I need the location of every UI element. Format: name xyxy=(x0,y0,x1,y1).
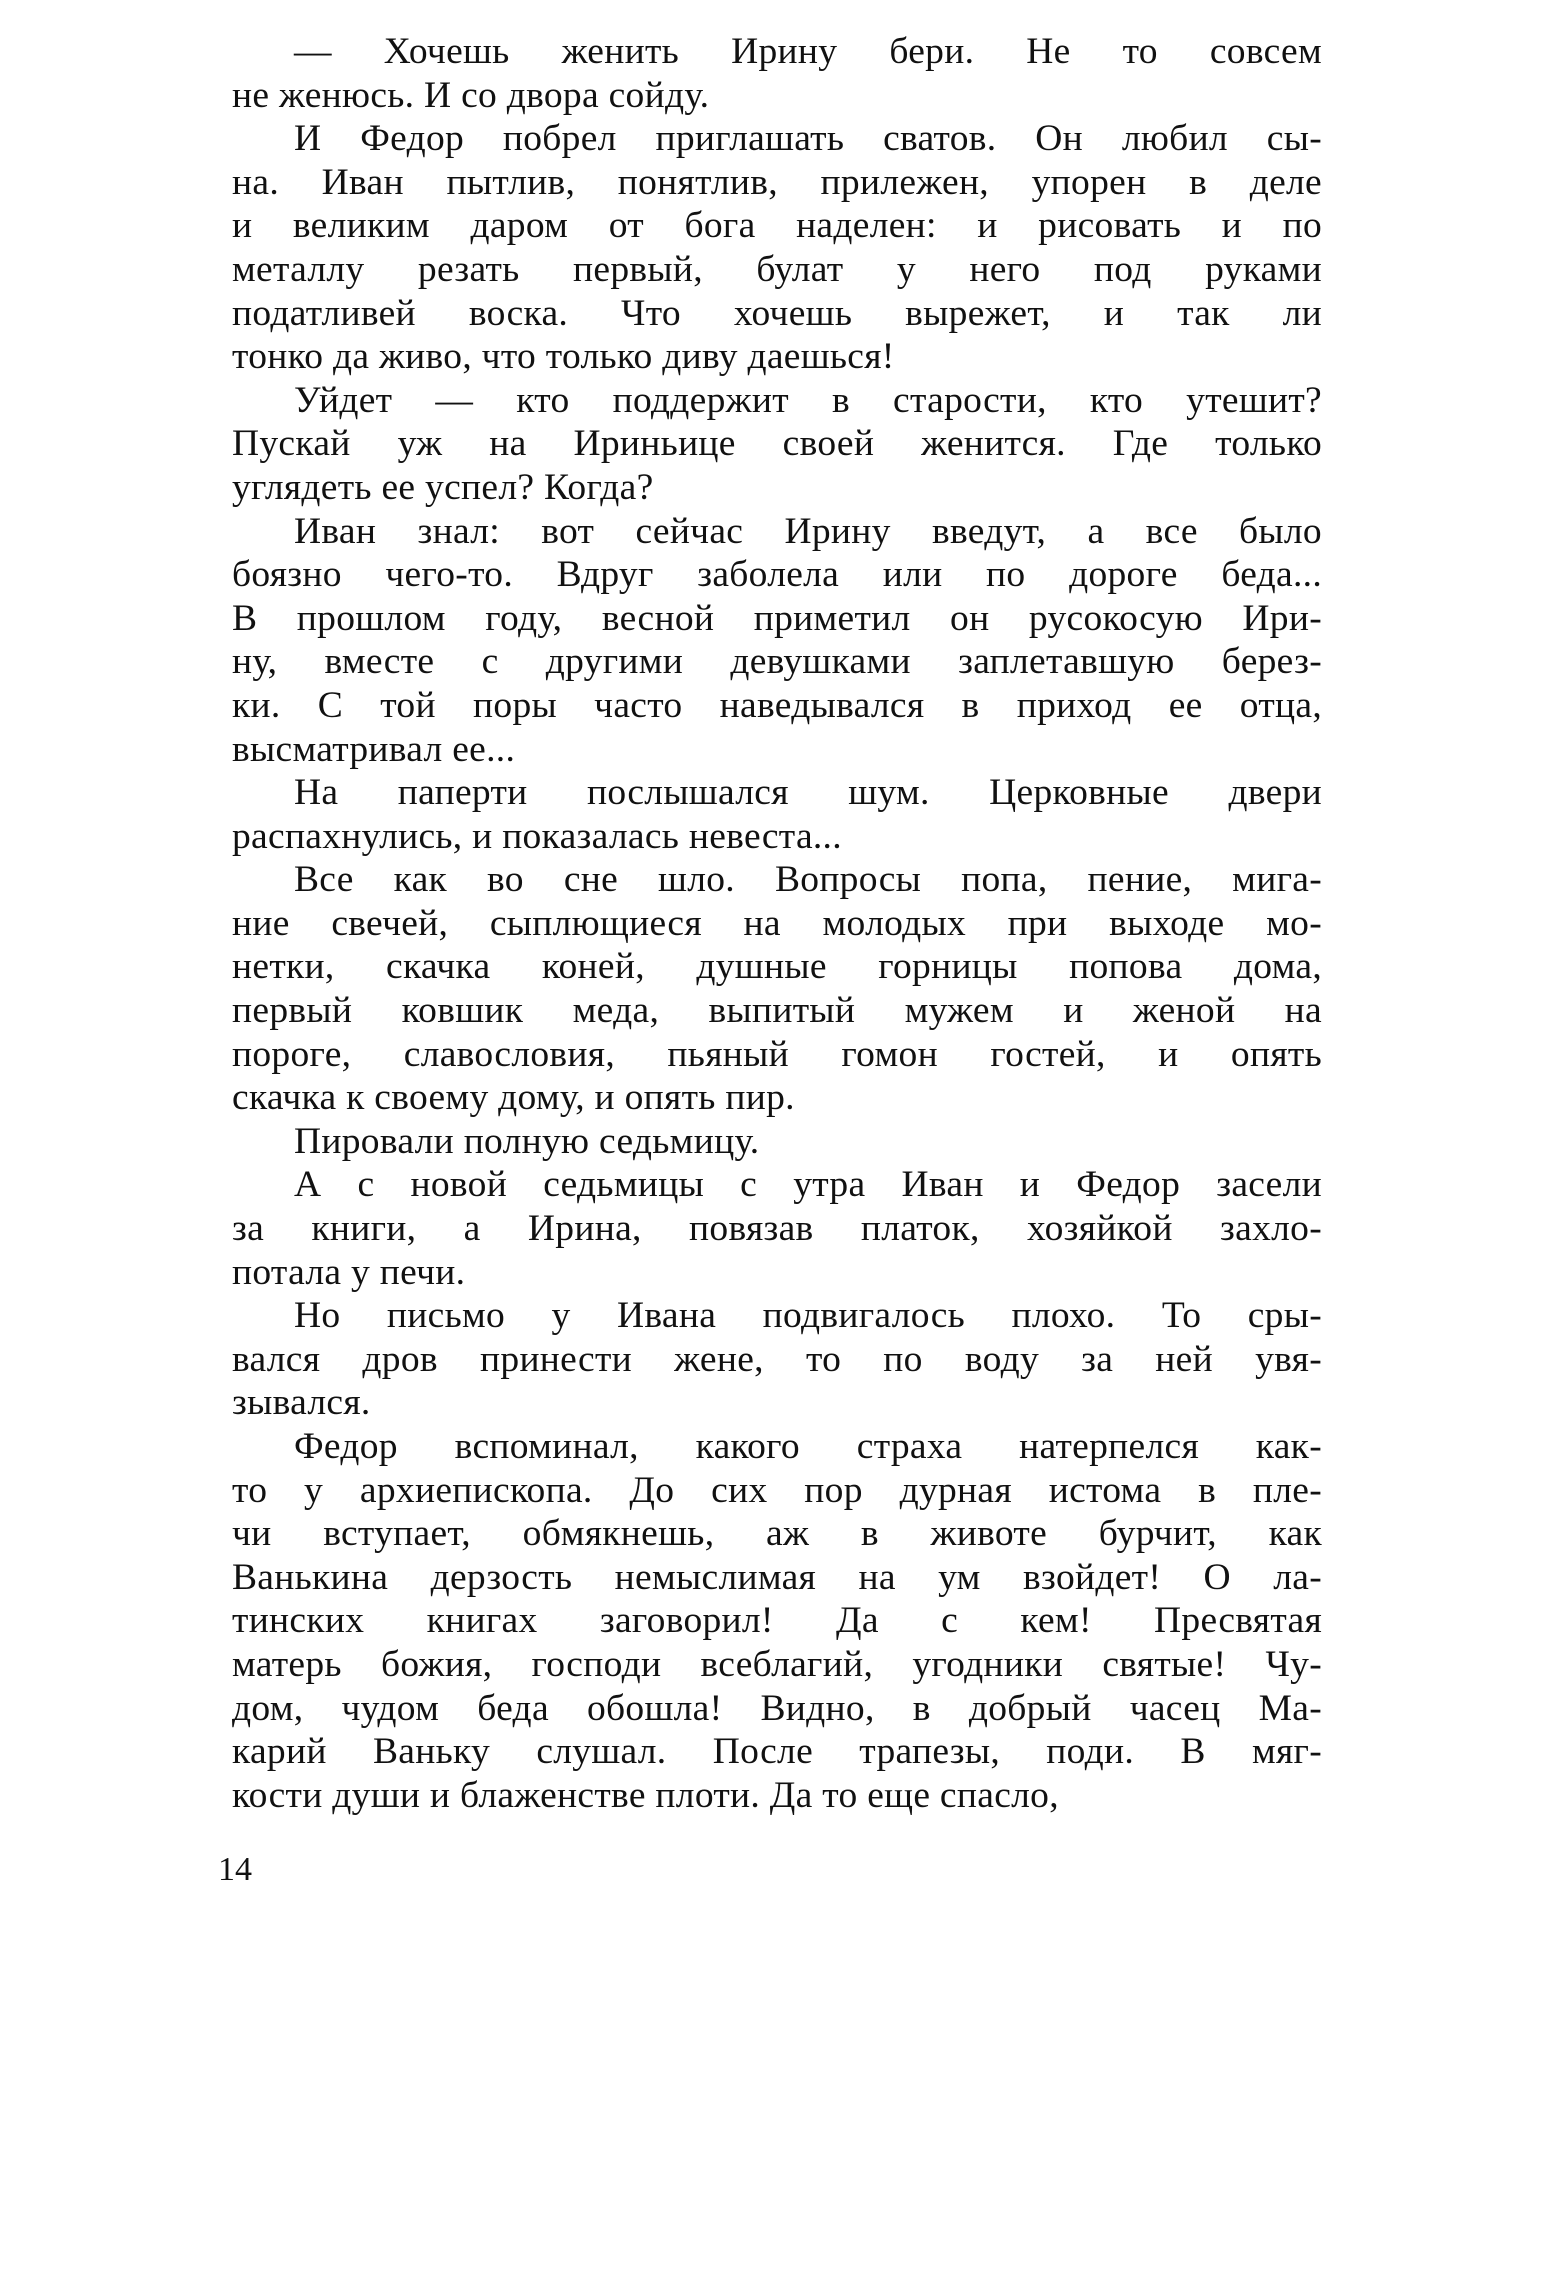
text-line: податливей воска. Что хочешь вырежет, и так ли xyxy=(232,292,1322,334)
text-line: карий Ваньку слушал. После трапезы, поди. В мяг- xyxy=(232,1731,1322,1773)
text-line: высматривал ее... xyxy=(232,728,516,770)
paragraph xyxy=(232,771,1322,858)
text-line: на. Иван пытлив, понятлив, прилежен, упорен в деле xyxy=(232,161,1322,203)
text-line: — Хочешь женить Ирину бери. Не то совсем xyxy=(294,31,1322,72)
text-line: И Федор побрел приглашать сватов. Он любил сы- xyxy=(294,118,1322,160)
paragraph xyxy=(232,379,1322,510)
text-line: ние свечей, сыплющиеся на молодых при выходе мо- xyxy=(232,902,1322,944)
text-line: за книги, а Ирина, повязав платок, хозяйкой захло- xyxy=(232,1208,1322,1250)
paragraph xyxy=(232,1425,1322,1817)
paragraph xyxy=(232,1120,1322,1164)
text-line: тинских книгах заговорил! Да с кем! Пресвятая xyxy=(232,1600,1322,1642)
paragraph xyxy=(232,117,1322,379)
text-line: дом, чудом беда обошла! Видно, в добрый часец Ма- xyxy=(232,1687,1322,1729)
text-line: Иван знал: вот сейчас Ирину введут, а все было xyxy=(294,510,1322,552)
text-line: Ванькина дерзость немыслимая на ум взойдет! О ла- xyxy=(232,1556,1322,1598)
text-line: металлу резать первый, булат у него под руками xyxy=(232,248,1322,290)
text-line: На паперти послышался шум. Церковные двери xyxy=(294,772,1322,814)
paragraph xyxy=(232,30,1322,117)
text-line: Все как во сне шло. Вопросы попа, пение, мига- xyxy=(294,859,1322,901)
text-line: Уйдет — кто поддержит в старости, кто утешит? xyxy=(294,379,1322,421)
page-text xyxy=(232,30,1322,1817)
text-line: зывался. xyxy=(232,1382,371,1424)
paragraph xyxy=(232,510,1322,772)
text-line: то у архиепископа. До сих пор дурная истома в пле- xyxy=(232,1469,1322,1511)
paragraph xyxy=(232,1294,1322,1425)
text-line: вался дров принести жене, то по воду за ней увя- xyxy=(232,1338,1322,1380)
text-line: ну, вместе с другими девушками заплетавшую берез- xyxy=(232,641,1322,683)
text-line: Пускай уж на Ириньице своей женится. Где только xyxy=(232,423,1322,465)
text-line: распахнулись, и показалась невеста... xyxy=(232,815,842,857)
text-line: боязно чего-то. Вдруг заболела или по дороге беда... xyxy=(232,554,1322,596)
text-line: скачка к своему дому, и опять пир. xyxy=(232,1077,795,1119)
text-line: нетки, скачка коней, душные горницы попова дома, xyxy=(232,946,1322,988)
page-number: 14 xyxy=(218,1851,252,1888)
text-line: первый ковшик меда, выпитый мужем и женой на xyxy=(232,990,1322,1032)
text-line: кости души и блаженстве плоти. Да то еще спасло, xyxy=(232,1774,1059,1816)
text-line: ки. С той поры часто наведывался в приход ее отца, xyxy=(232,684,1322,726)
text-line: В прошлом году, весной приметил он русокосую Ири- xyxy=(232,597,1322,639)
text-line: пороге, славословия, пьяный гомон гостей, и опять xyxy=(232,1033,1322,1075)
text-line: тонко да живо, что только диву даешься! xyxy=(232,336,895,378)
text-line: потала у печи. xyxy=(232,1251,466,1293)
text-line: и великим даром от бога наделен: и рисовать и по xyxy=(232,205,1322,247)
text-line: матерь божия, господи всеблагий, угодники святые! Чу- xyxy=(232,1643,1322,1685)
paragraph xyxy=(232,1163,1322,1294)
text-line: углядеть ее успел? Когда? xyxy=(232,466,654,508)
text-line: А с новой седьмицы с утра Иван и Федор засели xyxy=(294,1164,1322,1206)
text-line: Но письмо у Ивана подвигалось плохо. То сры- xyxy=(294,1295,1322,1337)
paragraph xyxy=(232,858,1322,1120)
text-line: Федор вспоминал, какого страха натерпелся как- xyxy=(294,1426,1322,1467)
text-line: не женюсь. И со двора сойду. xyxy=(232,74,710,116)
text-line: Пировали полную седьмицу. xyxy=(294,1120,760,1162)
text-line: чи вступает, обмякнешь, аж в животе бурчит, как xyxy=(232,1513,1322,1555)
